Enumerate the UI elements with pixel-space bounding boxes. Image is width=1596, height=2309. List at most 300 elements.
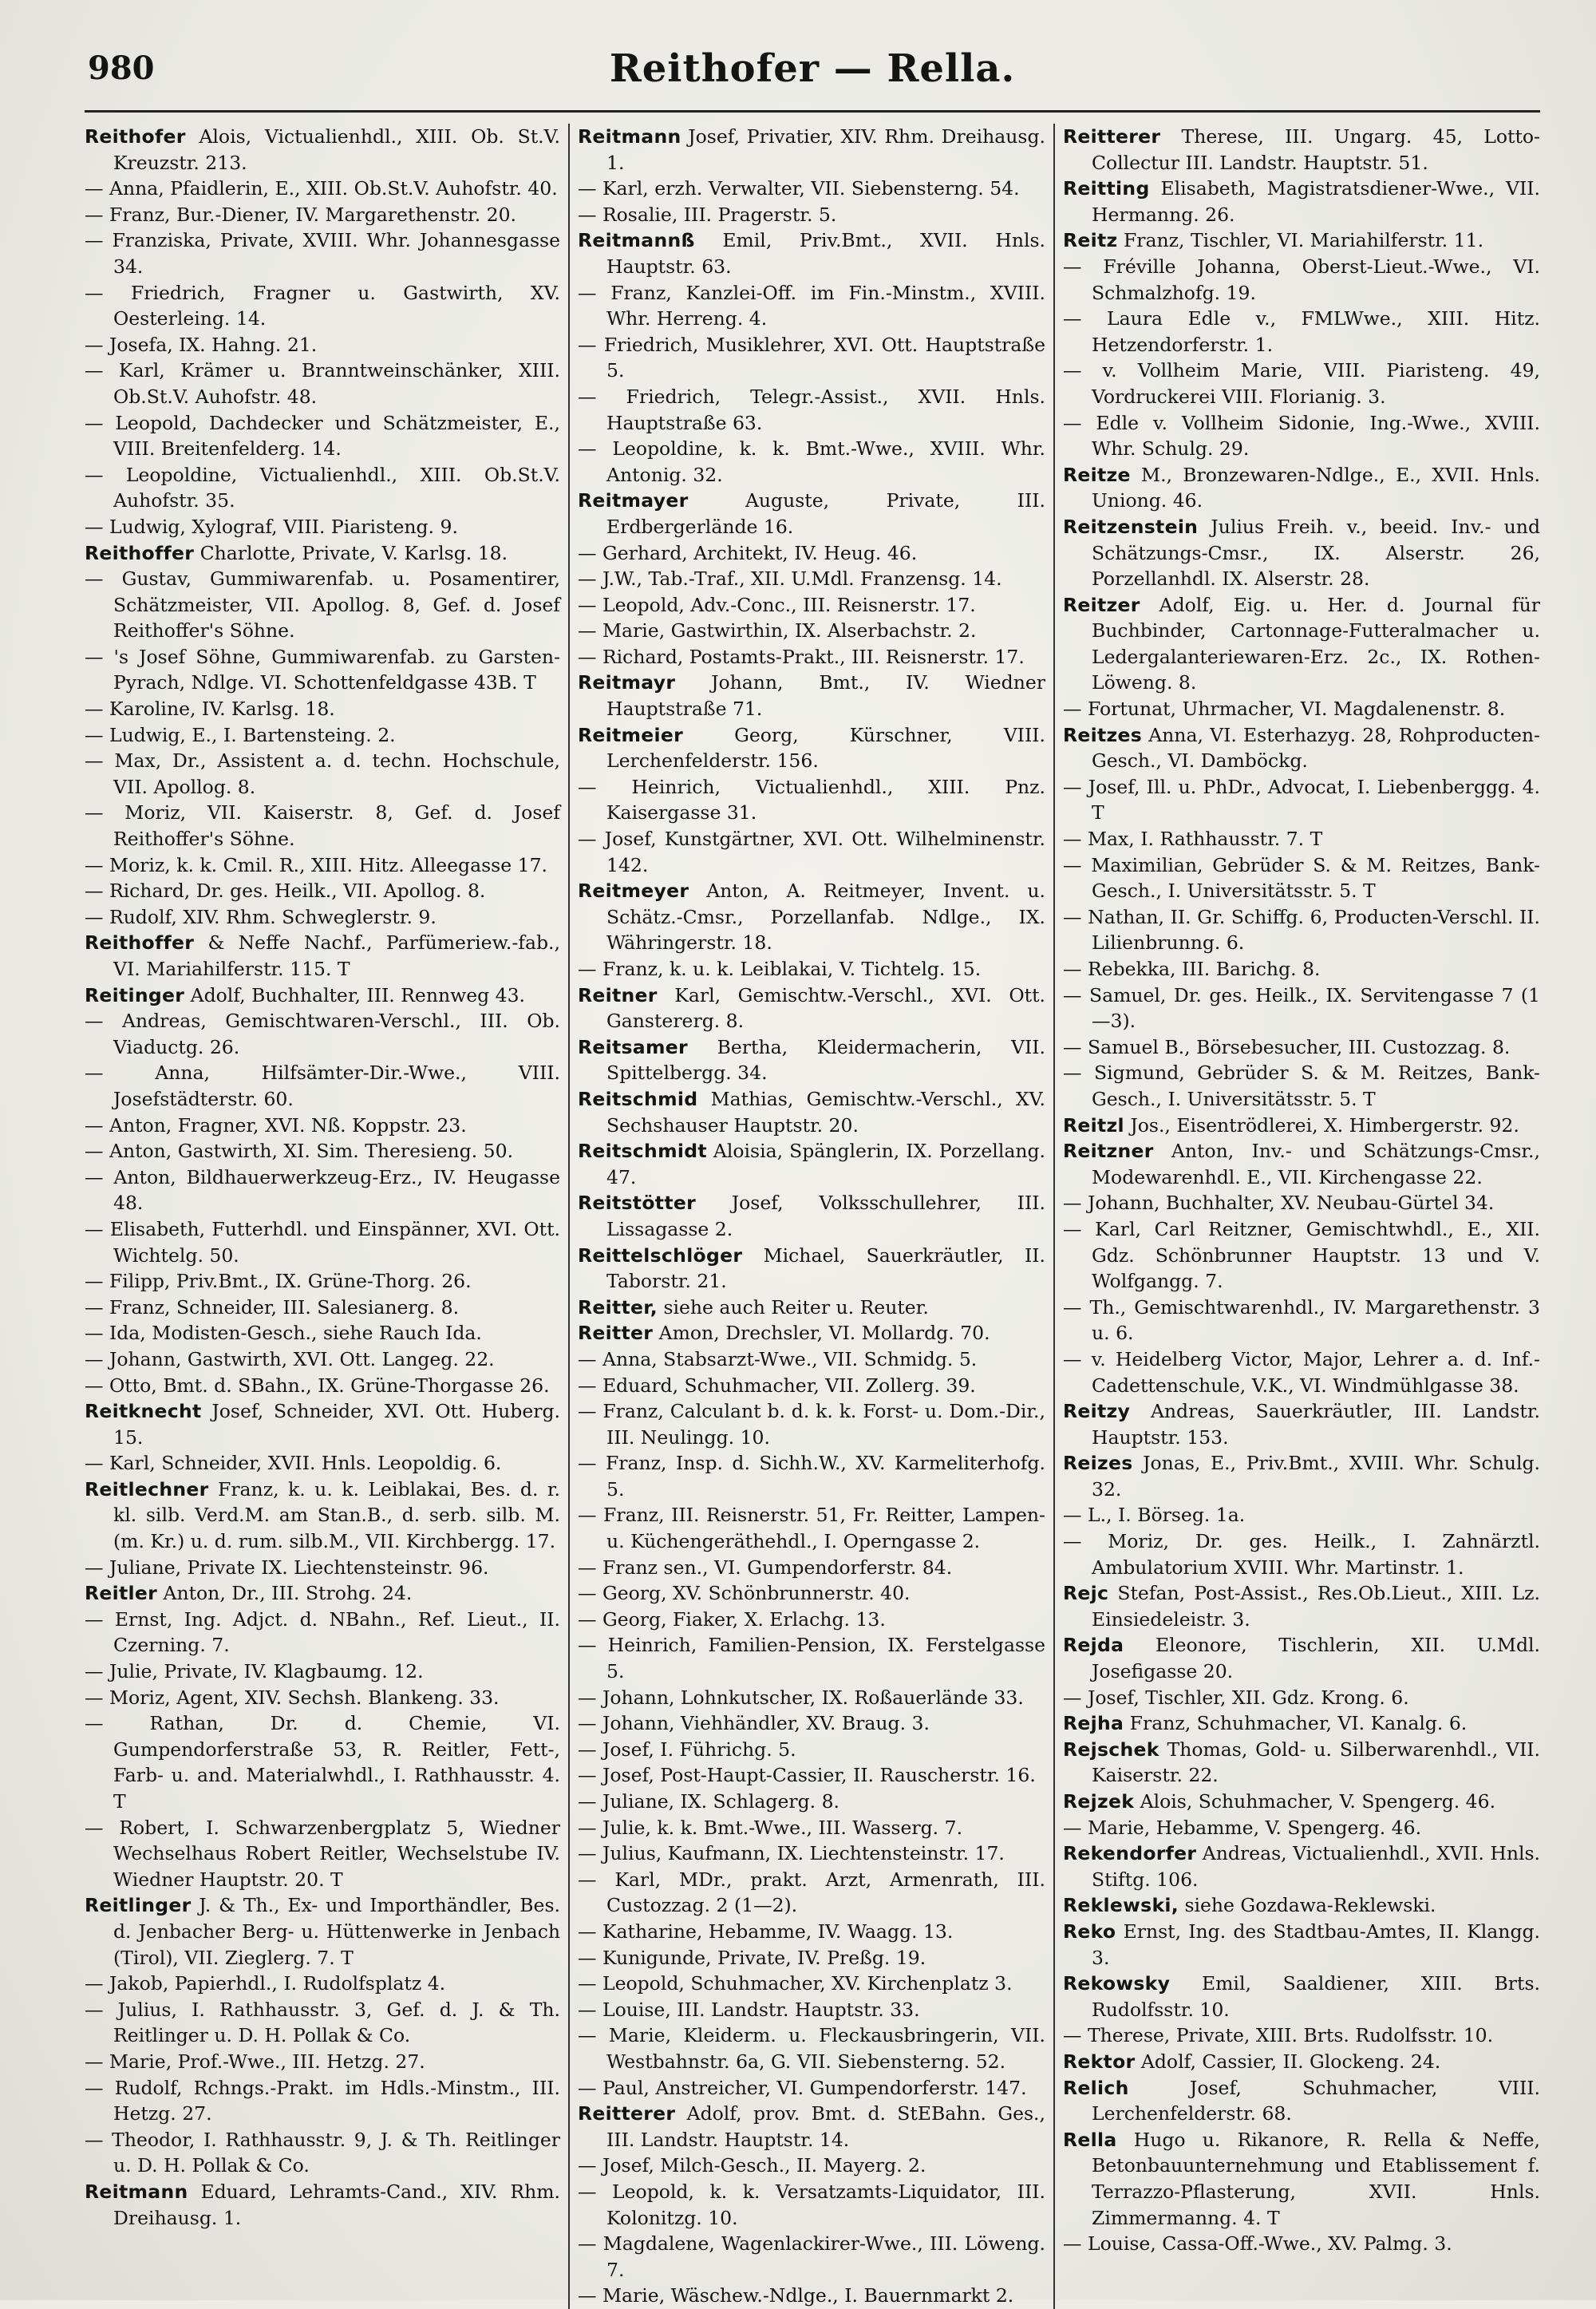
entry-surname: Reithofer: [85, 125, 186, 148]
directory-entry: [578, 124, 1045, 176]
entry-details: Anton, A. Reitmeyer, Invent. u. Schätz.-Cmsr., Porzellanfab. Ndlge., IX. Währingerstr. 18.: [606, 880, 1045, 955]
directory-entry: [578, 983, 1045, 1034]
entry-details: Franz, k. u. k. Leiblakai, Bes. d. r. kl. silb. Verd.M. am Stan.B., d. serb. silb. M. (m. Kr.) u. d. rum. silb.M., VII. Kirchbergg. 17.: [113, 1477, 560, 1553]
directory-entry: [1063, 592, 1540, 696]
entry-details: — Gustav, Gummiwarenfab. u. Posamentirer, Schätzmeister, VII. Apollog. 8, Gef. d. Josef Reithoffer's Söhne.: [85, 567, 560, 642]
directory-entry: [85, 644, 560, 696]
entry-surname: Reko: [1063, 1920, 1116, 1943]
directory-entry: [1063, 2022, 1540, 2049]
directory-entry: [85, 2075, 560, 2127]
entry-details: Eduard, Lehramts-Cand., XIV. Rhm. Dreihausg. 1.: [113, 2180, 560, 2229]
entry-details: — Johann, Gastwirth, XVI. Ott. Langeg. 22.: [85, 1347, 495, 1370]
entry-surname: Rejha: [1063, 1712, 1124, 1735]
entry-surname: Reitknecht: [85, 1400, 202, 1423]
directory-entry: [1063, 1737, 1540, 1789]
directory-entry: [85, 930, 560, 982]
entry-details: Josef, Schneider, XVI. Ott. Huberg. 15.: [113, 1400, 560, 1449]
directory-entry: [1063, 254, 1540, 306]
directory-entry: [1063, 1892, 1540, 1919]
entry-details: siehe auch Reiter u. Reuter.: [657, 1295, 929, 1319]
entry-details: Franz, Tischler, VI. Mariahilferstr. 11.: [1117, 229, 1484, 252]
directory-entry: [578, 2153, 1045, 2179]
entry-details: Mathias, Gemischtw.-Verschl., XV. Sechshauser Hauptstr. 20.: [606, 1087, 1045, 1137]
directory-entry: [1063, 1789, 1540, 1815]
entry-details: — Leopoldine, Victualienhdl., XIII. Ob.St.V. Auhofstr. 35.: [85, 463, 560, 512]
entry-surname: Reitter: [578, 1322, 654, 1345]
entry-details: — Josef, I. Führichg. 5.: [578, 1738, 796, 1761]
directory-entry: [578, 722, 1045, 774]
entry-surname: Reittelschlöger: [578, 1243, 743, 1267]
directory-entry: [578, 332, 1045, 384]
entry-surname: Reitmann: [85, 2180, 188, 2203]
entry-details: — Franz, Insp. d. Sichh.W., XV. Karmeliterhofg. 5.: [578, 1452, 1045, 1500]
entry-details: — 's Josef Söhne, Gummiwarenfab. zu Garsten-Pyrach, Ndlge. VI. Schottenfeldgasse 43B. T: [85, 645, 560, 694]
entry-details: — Georg, Fiaker, X. Erlachg. 13.: [578, 1607, 886, 1631]
directory-entry: [578, 566, 1045, 592]
entry-details: — Ludwig, Xylograf, VIII. Piaristeng. 9.: [85, 515, 458, 538]
entry-surname: Reitting: [1063, 177, 1150, 200]
entry-details: — Elisabeth, Futterhdl. und Einspänner, XVI. Ott. Wichtelg. 50.: [85, 1217, 560, 1267]
entry-details: J. & Th., Ex- und Importhändler, Bes. d. Jenbacher Berg- u. Hüttenwerke in Jenbach (Tirol), VII. Zieglerg. 7. T: [113, 1894, 560, 1969]
directory-entry: [85, 1815, 560, 1893]
directory-entry: [1063, 124, 1540, 176]
entry-details: Bertha, Kleidermacherin, VII. Spittelbergg. 34.: [606, 1035, 1045, 1085]
directory-entry: [578, 1789, 1045, 1815]
entry-details: Julius Freih. v., beeid. Inv.- und Schätzungs-Cmsr., IX. Alserstr. 26, Porzellanhdl. IX. Alserstr. 28.: [1092, 515, 1540, 591]
entry-details: — Franz, Kanzlei-Off. im Fin.-Minstm., XVIII. Whr. Herreng. 4.: [578, 281, 1045, 330]
entry-surname: Reitzy: [1063, 1400, 1131, 1423]
directory-entry: [578, 280, 1045, 332]
entry-details: — Louise, III. Landstr. Hauptstr. 33.: [578, 1998, 920, 2021]
entry-surname: Reitler: [85, 1582, 158, 1605]
entry-details: Ernst, Ing. des Stadtbau-Amtes, II. Klangg. 3.: [1092, 1920, 1540, 1969]
entry-surname: Reitzenstein: [1063, 515, 1199, 538]
entry-details: Franz, Schuhmacher, VI. Kanalg. 6.: [1124, 1712, 1468, 1735]
directory-entry: [578, 826, 1045, 878]
entry-surname: Reitmann: [578, 125, 681, 148]
directory-entry: [1063, 1919, 1540, 1971]
directory-entry: [578, 1945, 1045, 1971]
entry-surname: Reitterer: [1063, 125, 1161, 148]
entry-details: Andreas, Sauerkräutler, III. Landstr. Hauptstr. 153.: [1092, 1400, 1540, 1449]
entry-details: — Anton, Bildhauerwerkzeug-Erz., IV. Heugasse 48.: [85, 1165, 560, 1215]
entry-details: — Leopold, k. k. Versatzamts-Liquidator, III. Kolonitzg. 10.: [578, 2180, 1045, 2229]
entry-details: — Josef, Post-Haupt-Cassier, II. Rauscherstr. 16.: [578, 1764, 1036, 1787]
directory-entry: [578, 592, 1045, 619]
directory-entry: [1063, 1528, 1540, 1580]
directory-entry: [578, 1086, 1045, 1138]
directory-entry: [1063, 1398, 1540, 1450]
entry-details: — Julius, Kaufmann, IX. Liechtensteinstr. 17.: [578, 1842, 1005, 1865]
directory-entry: [1063, 774, 1540, 826]
entry-details: — Moriz, VII. Kaiserstr. 8, Gef. d. Josef Reithoffer's Söhne.: [85, 801, 560, 851]
entry-details: siehe Gozdawa-Reklewski.: [1178, 1894, 1436, 1917]
directory-entry: [85, 1710, 560, 1814]
entry-details: — Ida, Modisten-Gesch., siehe Rauch Ida.: [85, 1322, 482, 1345]
entry-details: — Leopold, Adv.-Conc., III. Reisnerstr. 17.: [578, 593, 976, 616]
directory-entry: [85, 566, 560, 644]
directory-entry: [85, 1138, 560, 1164]
directory-column-3: [1055, 124, 1540, 2309]
directory-entry: [1063, 2075, 1540, 2127]
directory-entry: [578, 1320, 1045, 1346]
directory-entry: [578, 488, 1045, 540]
entry-details: Alois, Schuhmacher, V. Spengerg. 46.: [1134, 1790, 1496, 1813]
entry-details: — Samuel B., Börsebesucher, III. Custozzag. 8.: [1063, 1035, 1511, 1058]
entry-details: Anton, Dr., III. Strohg. 24.: [157, 1582, 413, 1605]
entry-details: — Th., Gemischtwarenhdl., IV. Margarethenstr. 3 u. 6.: [1063, 1295, 1540, 1345]
entry-details: — Franz, Schneider, III. Salesianerg. 8.: [85, 1295, 460, 1319]
entry-surname: Reitsamer: [578, 1035, 688, 1058]
entry-details: — Marie, Gastwirthin, IX. Alserbachstr. 2.: [578, 619, 977, 642]
directory-entry: [578, 1398, 1045, 1450]
entry-details: — Josef, Milch-Gesch., II. Mayerg. 2.: [578, 2154, 926, 2177]
entry-details: M., Bronzewaren-Ndlge., E., XVII. Hnls. Uniong. 46.: [1092, 463, 1540, 512]
directory-entry: [85, 1216, 560, 1268]
directory-entry: [578, 227, 1045, 279]
entry-details: Therese, III. Ungarg. 45, Lotto-Collectur III. Landstr. Hauptstr. 51.: [1092, 125, 1540, 174]
entry-details: Thomas, Gold- u. Silberwarenhdl., VII. Kaiserstr. 22.: [1092, 1738, 1540, 1787]
directory-entry: [85, 1164, 560, 1216]
entry-details: — v. Heidelberg Victor, Major, Lehrer a. d. Inf.-Cadettenschule, V.K., VI. Windmühlgasse 38.: [1063, 1347, 1540, 1397]
directory-entry: [578, 1190, 1045, 1242]
entry-details: Emil, Saaldiener, XIII. Brts. Rudolfsstr. 10.: [1092, 1972, 1540, 2021]
entry-details: — Magdalene, Wagenlackirer-Wwe., III. Löweng. 7.: [578, 2232, 1045, 2281]
directory-entry: [1063, 410, 1540, 462]
directory-entry: [85, 1607, 560, 1659]
entry-details: — Eduard, Schuhmacher, VII. Zollerg. 39.: [578, 1374, 976, 1397]
entry-details: — Richard, Dr. ges. Heilk., VII. Apollog. 8.: [85, 880, 486, 903]
directory-entry: [1063, 1295, 1540, 1346]
directory-entry: [578, 1632, 1045, 1684]
entry-details: — Filipp, Priv.Bmt., IX. Grüne-Thorg. 26.: [85, 1270, 472, 1293]
directory-entry: [85, 696, 560, 722]
entry-details: — Nathan, II. Gr. Schiffg. 6, Producten-Verschl. II. Lilienbrunng. 6.: [1063, 905, 1540, 955]
directory-entry: [578, 1710, 1045, 1737]
directory-entry: [1063, 1685, 1540, 1711]
entry-surname: Reklewski,: [1063, 1894, 1179, 1917]
entry-details: — Josefa, IX. Hahng. 21.: [85, 333, 318, 356]
directory-entry: [85, 1685, 560, 1711]
entry-details: — Rosalie, III. Pragerstr. 5.: [578, 203, 837, 226]
entry-details: — Rudolf, XIV. Rhm. Schweglerstr. 9.: [85, 905, 437, 928]
directory-entry: [578, 1034, 1045, 1086]
directory-entry: [578, 1971, 1045, 1997]
entry-details: — Julius, I. Rathhausstr. 3, Gef. d. J. & Th. Reitlinger u. D. H. Pollak & Co.: [85, 1998, 560, 2047]
entry-details: — Rebekka, III. Barichg. 8.: [1063, 958, 1321, 980]
entry-details: — Karoline, IV. Karlsg. 18.: [85, 698, 335, 721]
directory-entry: [578, 436, 1045, 488]
entry-details: — Karl, Carl Reitzner, Gemischtwhdl., E., XII. Gdz. Schönbrunner Hauptstr. 13 und V. Wolfgangg. 7.: [1063, 1217, 1540, 1293]
entry-surname: Reitzner: [1063, 1140, 1154, 1163]
entry-details: Auguste, Private, III. Erdbergerlände 16.: [606, 489, 1045, 538]
entry-details: — Otto, Bmt. d. SBahn., IX. Grüne-Thorgasse 26.: [85, 1374, 550, 1397]
directory-entry: [578, 1840, 1045, 1867]
directory-entry: [578, 1762, 1045, 1789]
directory-entry: [85, 514, 560, 540]
directory-entry: [85, 2127, 560, 2179]
entry-details: — Paul, Anstreicher, VI. Gumpendorferstr. 147.: [578, 2076, 1027, 2099]
entry-details: — Karl, Krämer u. Branntweinschänker, XIII. Ob.St.V. Auhofstr. 48.: [85, 359, 560, 408]
directory-entry: [85, 1398, 560, 1450]
entry-details: Charlotte, Private, V. Karlsg. 18.: [194, 541, 508, 564]
entry-details: — Marie, Prof.-Wwe., III. Hetzg. 27.: [85, 2050, 425, 2073]
directory-entry: [1063, 1710, 1540, 1737]
entry-details: — Laura Edle v., FMLWwe., XIII. Hitz. Hetzendorferstr. 1.: [1063, 307, 1540, 356]
directory-entry: [85, 1268, 560, 1295]
directory-entry: [85, 462, 560, 514]
entry-details: — Anton, Gastwirth, XI. Sim. Theresieng. 50.: [85, 1140, 514, 1163]
directory-entry: [85, 124, 560, 176]
running-title: Reithofer — Rella.: [609, 46, 1016, 91]
directory-entry: [578, 1607, 1045, 1633]
entry-surname: Reitinger: [85, 983, 185, 1006]
entry-details: — Max, Dr., Assistent a. d. techn. Hochschule, VII. Apollog. 8.: [85, 749, 560, 798]
entry-surname: Reitlinger: [85, 1894, 192, 1917]
entry-details: Georg, Kürschner, VIII. Lerchenfelderstr. 156.: [606, 723, 1045, 773]
entry-details: — Marie, Hebamme, V. Spengerg. 46.: [1063, 1816, 1422, 1839]
entry-surname: Rella: [1063, 2128, 1117, 2151]
entry-details: — Katharine, Hebamme, IV. Waagg. 13.: [578, 1920, 954, 1943]
entry-details: Eleonore, Tischlerin, XII. U.Mdl. Josefigasse 20.: [1092, 1634, 1540, 1683]
entry-details: — Franziska, Private, XVIII. Whr. Johannesgasse 34.: [85, 229, 560, 278]
entry-details: — Anna, Hilfsämter-Dir.-Wwe., VIII. Josefstädterstr. 60.: [85, 1062, 560, 1110]
entry-details: — Rathan, Dr. d. Chemie, VI. Gumpendorferstraße 53, R. Reitler, Fett-, Farb- u. and. Materialwhdl., I. Rathhausstr. 4. T: [85, 1712, 560, 1813]
entry-details: Josef, Volksschullehrer, III. Lissagasse 2.: [606, 1192, 1045, 1240]
directory-entry: [85, 1346, 560, 1373]
entry-details: — Anna, Pfaidlerin, E., XIII. Ob.St.V. Auhofstr. 40.: [85, 177, 558, 200]
directory-entry: [1063, 2127, 1540, 2231]
entry-details: Josef, Schuhmacher, VIII. Lerchenfelderstr. 68.: [1092, 2076, 1540, 2125]
entry-details: — Friedrich, Fragner u. Gastwirth, XV. Oesterleing. 14.: [85, 281, 560, 330]
directory-entry: [85, 904, 560, 931]
directory-entry: [578, 1295, 1045, 1321]
entry-details: Emil, Priv.Bmt., XVII. Hnls. Hauptstr. 63.: [606, 229, 1045, 278]
entry-details: — Juliane, Private IX. Liechtensteinstr. 96.: [85, 1556, 489, 1579]
entry-details: — Therese, Private, XIII. Brts. Rudolfsstr. 10.: [1063, 2024, 1494, 2047]
page-number: 980: [88, 49, 155, 87]
entry-surname: Reitmannß: [578, 229, 695, 252]
entry-details: — Edle v. Vollheim Sidonie, Ing.-Wwe., XVIII. Whr. Schulg. 29.: [1063, 411, 1540, 461]
entry-details: — Anton, Fragner, XVI. Nß. Koppstr. 23.: [85, 1113, 467, 1137]
directory-entry: [1063, 1346, 1540, 1398]
directory-entry: [578, 670, 1045, 722]
entry-details: Josef, Privatier, XIV. Rhm. Dreihausg. 1.: [606, 125, 1045, 174]
directory-entry: [578, 1919, 1045, 1945]
directory-entry: [85, 748, 560, 800]
directory-entry: [1063, 1138, 1540, 1190]
entry-details: Michael, Sauerkräutler, II. Taborstr. 21.: [606, 1243, 1045, 1293]
entry-details: — Leopold, Dachdecker und Schätzmeister, E., VIII. Breitenfelderg. 14.: [85, 411, 560, 461]
directory-entry: [578, 1450, 1045, 1502]
entry-details: — Josef, Ill. u. PhDr., Advocat, I. Liebenberggg. 4. T: [1063, 775, 1540, 824]
directory-entry: [85, 358, 560, 409]
entry-details: — Karl, MDr., prakt. Arzt, Armenrath, III. Custozzag. 2 (1—2).: [578, 1868, 1045, 1917]
entry-details: Aloisia, Spänglerin, IX. Porzellang. 47.: [606, 1140, 1045, 1188]
directory-entry: [85, 1320, 560, 1346]
entry-surname: Relich: [1063, 2076, 1129, 2099]
entry-details: — Sigmund, Gebrüder S. & M. Reitzes, Bank-Gesch., I. Universitätsstr. 5. T: [1063, 1062, 1540, 1110]
directory-entry: [85, 202, 560, 228]
directory-entry: [85, 1971, 560, 1997]
entry-details: — Karl, Schneider, XVII. Hnls. Leopoldig. 6.: [85, 1452, 502, 1475]
entry-details: Amon, Drechsler, VI. Mollardg. 70.: [653, 1322, 990, 1345]
directory-entry: [578, 202, 1045, 228]
entry-details: — Theodor, I. Rathhausstr. 9, J. & Th. Reitlinger u. D. H. Pollak & Co.: [85, 2128, 560, 2177]
directory-entry: [85, 983, 560, 1009]
directory-entry: [85, 1659, 560, 1685]
entry-surname: Reitschmid: [578, 1087, 698, 1110]
entry-surname: Rejda: [1063, 1634, 1124, 1657]
entry-surname: Rejzek: [1063, 1790, 1135, 1813]
directory-entry: [1063, 306, 1540, 358]
entry-details: — Leopoldine, k. k. Bmt.-Wwe., XVIII. Whr. Antonig. 32.: [578, 437, 1045, 486]
directory-column-2: [570, 124, 1055, 2309]
entry-details: — Fréville Johanna, Oberst-Lieut.-Wwe., VI. Schmalzhofg. 19.: [1063, 255, 1540, 304]
entry-surname: Reitzl: [1063, 1113, 1124, 1137]
entry-details: — Karl, erzh. Verwalter, VII. Siebensterng. 54.: [578, 177, 1020, 200]
entry-surname: Reitschmidt: [578, 1140, 707, 1163]
entry-details: — Friedrich, Musiklehrer, XVI. Ott. Hauptstraße 5.: [578, 333, 1045, 382]
directory-entry: [578, 2075, 1045, 2101]
directory-entry: [578, 1555, 1045, 1581]
directory-entry: [85, 2049, 560, 2075]
entry-details: — Marie, Wäschew.-Ndlge., I. Bauernmarkt 2.: [578, 2284, 1014, 2307]
directory-entry: [578, 1138, 1045, 1190]
entry-details: & Neffe Nachf., Parfümeriew.-fab., VI. Mariahilferstr. 115. T: [113, 931, 560, 980]
directory-entry: [578, 956, 1045, 983]
directory-entry: [85, 1892, 560, 1971]
directory-entry: [578, 1815, 1045, 1841]
directory-entry: [85, 1060, 560, 1112]
directory-entry: [578, 774, 1045, 826]
directory-column-1: [85, 124, 570, 2309]
directory-entry: [578, 644, 1045, 670]
entry-details: — Robert, I. Schwarzenbergplatz 5, Wiedner Wechselhaus Robert Reitler, Wechselstube IV. Wiedner Hauptstr. 20. T: [85, 1816, 560, 1891]
entry-details: — Heinrich, Victualienhdl., XIII. Pnz. Kaisergasse 31.: [578, 775, 1045, 824]
entry-details: — v. Vollheim Marie, VIII. Piaristeng. 49, Vordruckerei VIII. Florianig. 3.: [1063, 359, 1540, 408]
directory-entry: [578, 1502, 1045, 1554]
entry-details: — Marie, Kleiderm. u. Fleckausbringerin, VII. Westbahnstr. 6a, G. VII. Siebensterng. 52.: [578, 2024, 1045, 2073]
directory-entry: [578, 1580, 1045, 1607]
entry-details: Stefan, Post-Assist., Res.Ob.Lieut., XIII. Lz. Einsiedeleistr. 3.: [1092, 1582, 1540, 1631]
entry-surname: Reitstötter: [578, 1192, 696, 1215]
entry-surname: Reitterer: [578, 2102, 676, 2125]
directory-entry: [1063, 176, 1540, 227]
entry-details: — Andreas, Gemischtwaren-Verschl., III. Ob. Viaductg. 26.: [85, 1010, 560, 1058]
entry-details: — Gerhard, Architekt, IV. Heug. 46.: [578, 541, 918, 564]
directory-entry: [85, 1477, 560, 1555]
directory-entry: [1063, 227, 1540, 254]
entry-surname: Reithoffer: [85, 541, 195, 564]
directory-entry: [85, 410, 560, 462]
directory-entry: [1063, 956, 1540, 983]
entry-details: — Kunigunde, Private, IV. Preßg. 19.: [578, 1946, 926, 1969]
directory-entry: [85, 1997, 560, 2049]
entry-details: — Josef, Tischler, XII. Gdz. Krong. 6.: [1063, 1686, 1409, 1709]
entry-details: — Fortunat, Uhrmacher, VI. Magdalenenstr. 8.: [1063, 698, 1506, 721]
directory-entry: [1063, 983, 1540, 1034]
entry-details: — Anna, Stabsarzt-Wwe., VII. Schmidg. 5.: [578, 1347, 978, 1370]
directory-entry: [85, 1373, 560, 1399]
entry-details: Johann, Bmt., IV. Wiedner Hauptstraße 71.: [606, 671, 1045, 721]
entry-details: — L., I. Börseg. 1a.: [1063, 1504, 1246, 1527]
directory-entry: [1063, 358, 1540, 409]
directory-entry: [578, 1373, 1045, 1399]
directory-entry: [578, 2179, 1045, 2231]
page-header: [85, 46, 1540, 113]
entry-details: — J.W., Tab.-Traf., XII. U.Mdl. Franzensg. 14.: [578, 567, 1002, 591]
directory-entry: [1063, 2231, 1540, 2257]
directory-entry: [578, 1867, 1045, 1919]
directory-entry: [85, 227, 560, 279]
directory-entry: [85, 280, 560, 332]
directory-entry: [1063, 1632, 1540, 1684]
entry-details: — Franz, k. u. k. Leiblakai, V. Tichtelg. 15.: [578, 958, 982, 980]
directory-entry: [85, 1295, 560, 1321]
directory-entry: [1063, 1971, 1540, 2022]
entry-details: — Moriz, k. k. Cmil. R., XIII. Hitz. Alleegasse 17.: [85, 853, 547, 876]
directory-entry: [85, 1113, 560, 1139]
directory-entry: [578, 1997, 1045, 2023]
directory-entry: [578, 1346, 1045, 1373]
directory-entry: [85, 800, 560, 852]
directory-entry: [1063, 826, 1540, 852]
directory-entry: [1063, 1060, 1540, 1112]
entry-surname: Reithoffer: [85, 931, 195, 955]
entry-surname: Reitmayer: [578, 489, 689, 512]
directory-entry: [1063, 462, 1540, 514]
entry-details: Anna, VI. Esterhazyg. 28, Rohproducten-Gesch., VI. Damböckg.: [1092, 723, 1540, 773]
directory-entry: [578, 384, 1045, 436]
entry-details: — Julie, Private, IV. Klagbaumg. 12.: [85, 1660, 424, 1683]
entry-details: — Moriz, Agent, XIV. Sechsh. Blankeng. 33.: [85, 1686, 500, 1709]
entry-details: Adolf, Eig. u. Her. d. Journal für Buchbinder, Cartonnage-Futteralmacher u. Ledergalanteriewaren-Erz. 2c., IX. Rothen-Löweng. 8.: [1092, 593, 1540, 694]
entry-details: Anton, Inv.- und Schätzungs-Cmsr., Modewarenhdl. E., VII. Kirchengasse 22.: [1092, 1140, 1540, 1188]
entry-surname: Rekendorfer: [1063, 1842, 1197, 1865]
directory-entry: [1063, 1216, 1540, 1295]
directory-entry: [1063, 2049, 1540, 2075]
directory-entry: [1063, 1840, 1540, 1892]
directory-entry: [578, 1243, 1045, 1295]
entry-details: — Franz sen., VI. Gumpendorferstr. 84.: [578, 1556, 953, 1579]
entry-details: Adolf, prov. Bmt. d. StEBahn. Ges., III. Landstr. Hauptstr. 14.: [606, 2102, 1045, 2151]
entry-details: Jos., Eisentrödlerei, X. Himbergerstr. 92.: [1124, 1113, 1519, 1137]
entry-surname: Reitmeier: [578, 723, 684, 746]
directory-entry: [85, 332, 560, 358]
entry-details: — Johann, Buchhalter, XV. Neubau-Gürtel 34.: [1063, 1192, 1495, 1215]
directory-entry: [1063, 1450, 1540, 1502]
directory-entry: [85, 878, 560, 904]
entry-surname: Reitmayr: [578, 671, 676, 694]
entry-details: — Richard, Postamts-Prakt., III. Reisnerstr. 17.: [578, 645, 1025, 668]
entry-surname: Reitlechner: [85, 1477, 209, 1500]
directory-entry: [578, 540, 1045, 567]
entry-details: — Leopold, Schuhmacher, XV. Kirchenplatz 3.: [578, 1972, 1013, 1995]
entry-surname: Reitmeyer: [578, 880, 689, 903]
entry-details: — Jakob, Papierhdl., I. Rudolfsplatz 4.: [85, 1972, 446, 1995]
entry-surname: Rejschek: [1063, 1738, 1159, 1761]
directory-entry: [1063, 904, 1540, 956]
directory-entry: [578, 2101, 1045, 2153]
entry-details: — Franz, Calculant b. d. k. k. Forst- u. Dom.-Dir., III. Neulingg. 10.: [578, 1400, 1045, 1449]
entry-details: — Julie, k. k. Bmt.-Wwe., III. Wasserg. 7.: [578, 1816, 963, 1839]
directory-entry: [85, 176, 560, 202]
directory-entry: [85, 2179, 560, 2231]
entry-details: — Samuel, Dr. ges. Heilk., IX. Servitengasse 7 (1—3).: [1063, 983, 1540, 1033]
directory-entry: [1063, 696, 1540, 722]
directory-entry: [1063, 514, 1540, 592]
